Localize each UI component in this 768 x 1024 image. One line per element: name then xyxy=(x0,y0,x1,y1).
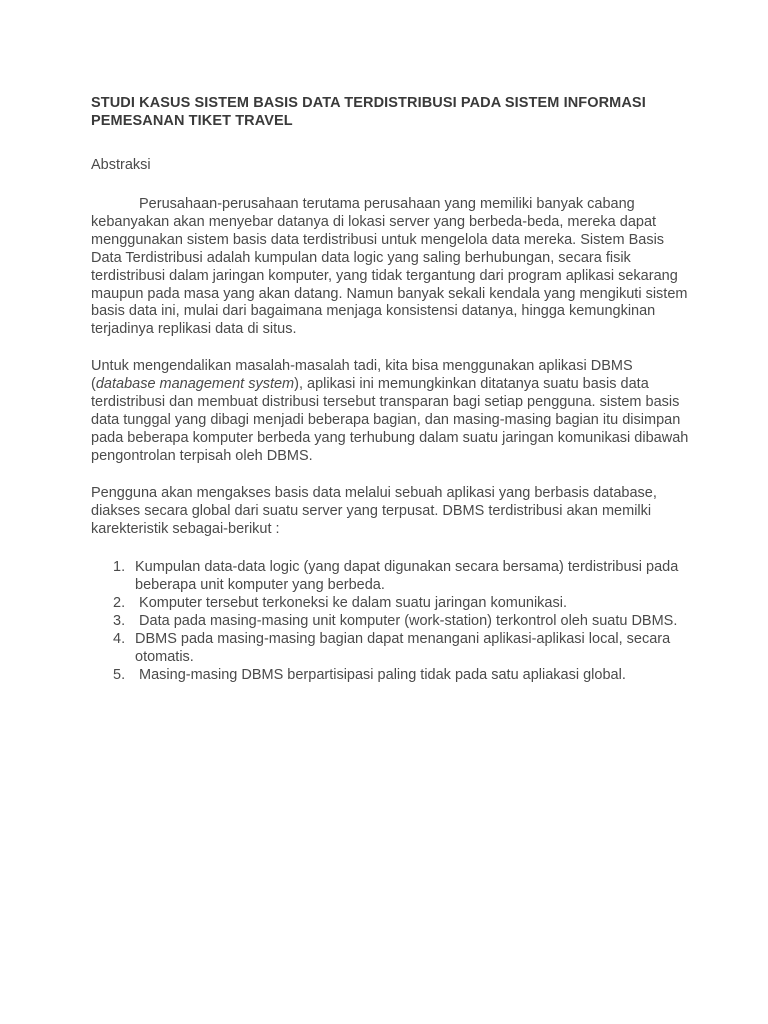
document-page xyxy=(91,94,691,685)
paragraph-1-text: Perusahaan-perusahaan terutama perusahaan yang memiliki banyak cabang kebanyakan akan menyebar datanya di lokasi server yang berbeda-beda, mereka dapat menggunakan sistem basis data terdistribusi untuk mengelola data mereka. Sistem Basis Data Terdistribusi adalah kumpulan data logic yang saling berhubungan, secara fisik terdistribusi dalam jaringan komputer, yang tidak tergantung dari program aplikasi sekarang maupun pada masa yang akan datang. Namun banyak sekali kendala yang mengikuti sistem basis data ini, mulai dari bagaimana menjaga konsistensi datanya, hingga kemungkinan terjadinya replikasi data di situs. xyxy=(91,196,688,338)
paragraph-2-text-after: ), aplikasi ini memungkinkan ditatanya suatu basis data terdistribusi dan membuat distribusi tersebut transparan bagi setiap pengguna. sistem basis data tunggal yang dibagi menjadi beberapa bagian, dan masing-masing bagian itu disimpan pada beberapa komputer berbeda yang terhubung dalam suatu jaringan komunikasi dibawah pengontrolan terpisah oleh DBMS. xyxy=(91,376,689,464)
list-item-text: Data pada masing-masing unit komputer (work-station) terkontrol oleh suatu DBMS. xyxy=(139,613,678,630)
list-item-text: DBMS pada masing-masing bagian dapat menangani aplikasi-aplikasi local, secara otomatis. xyxy=(135,631,671,665)
list-item-number: 1. xyxy=(113,559,126,576)
list-item xyxy=(91,631,691,667)
paragraph-3: Pengguna akan mengakses basis data melalui sebuah aplikasi yang berbasis database, diakses secara global dari suatu server yang terpusat. DBMS terdistribusi akan memilki karekteristik sebagai-berikut : xyxy=(91,484,657,537)
list-item-number: 2. xyxy=(113,595,126,612)
list-item-text: Masing-masing DBMS berpartisipasi paling tidak pada satu apliakasi global. xyxy=(139,666,626,683)
abstract-heading: Abstraksi xyxy=(91,157,151,173)
paragraph-2-italic-term: database management system xyxy=(95,376,295,393)
list-item-text: Komputer tersebut terkoneksi ke dalam suatu jaringan komunikasi. xyxy=(139,595,568,612)
document-title: STUDI KASUS SISTEM BASIS DATA TERDISTRIBUSI PADA SISTEM INFORMASI PEMESANAN TIKET TRAVEL xyxy=(91,95,646,129)
list-item xyxy=(91,559,691,595)
list-item-number: 3. xyxy=(113,613,126,630)
list-item-text: Kumpulan data-data logic (yang dapat digunakan secara bersama) terdistribusi pada beberapa unit komputer yang berbeda. xyxy=(135,559,679,594)
paragraph-2 xyxy=(91,358,691,465)
paragraph-1 xyxy=(91,196,691,339)
characteristics-list xyxy=(91,559,691,684)
list-item-number: 4. xyxy=(113,631,126,648)
list-item xyxy=(91,667,691,685)
list-item-number: 5. xyxy=(113,666,126,683)
list-item xyxy=(91,595,691,613)
paragraph-2-text-before: Untuk mengendalikan masalah-masalah tadi, kita bisa menggunakan aplikasi DBMS ( xyxy=(91,358,633,393)
list-item xyxy=(91,613,691,631)
